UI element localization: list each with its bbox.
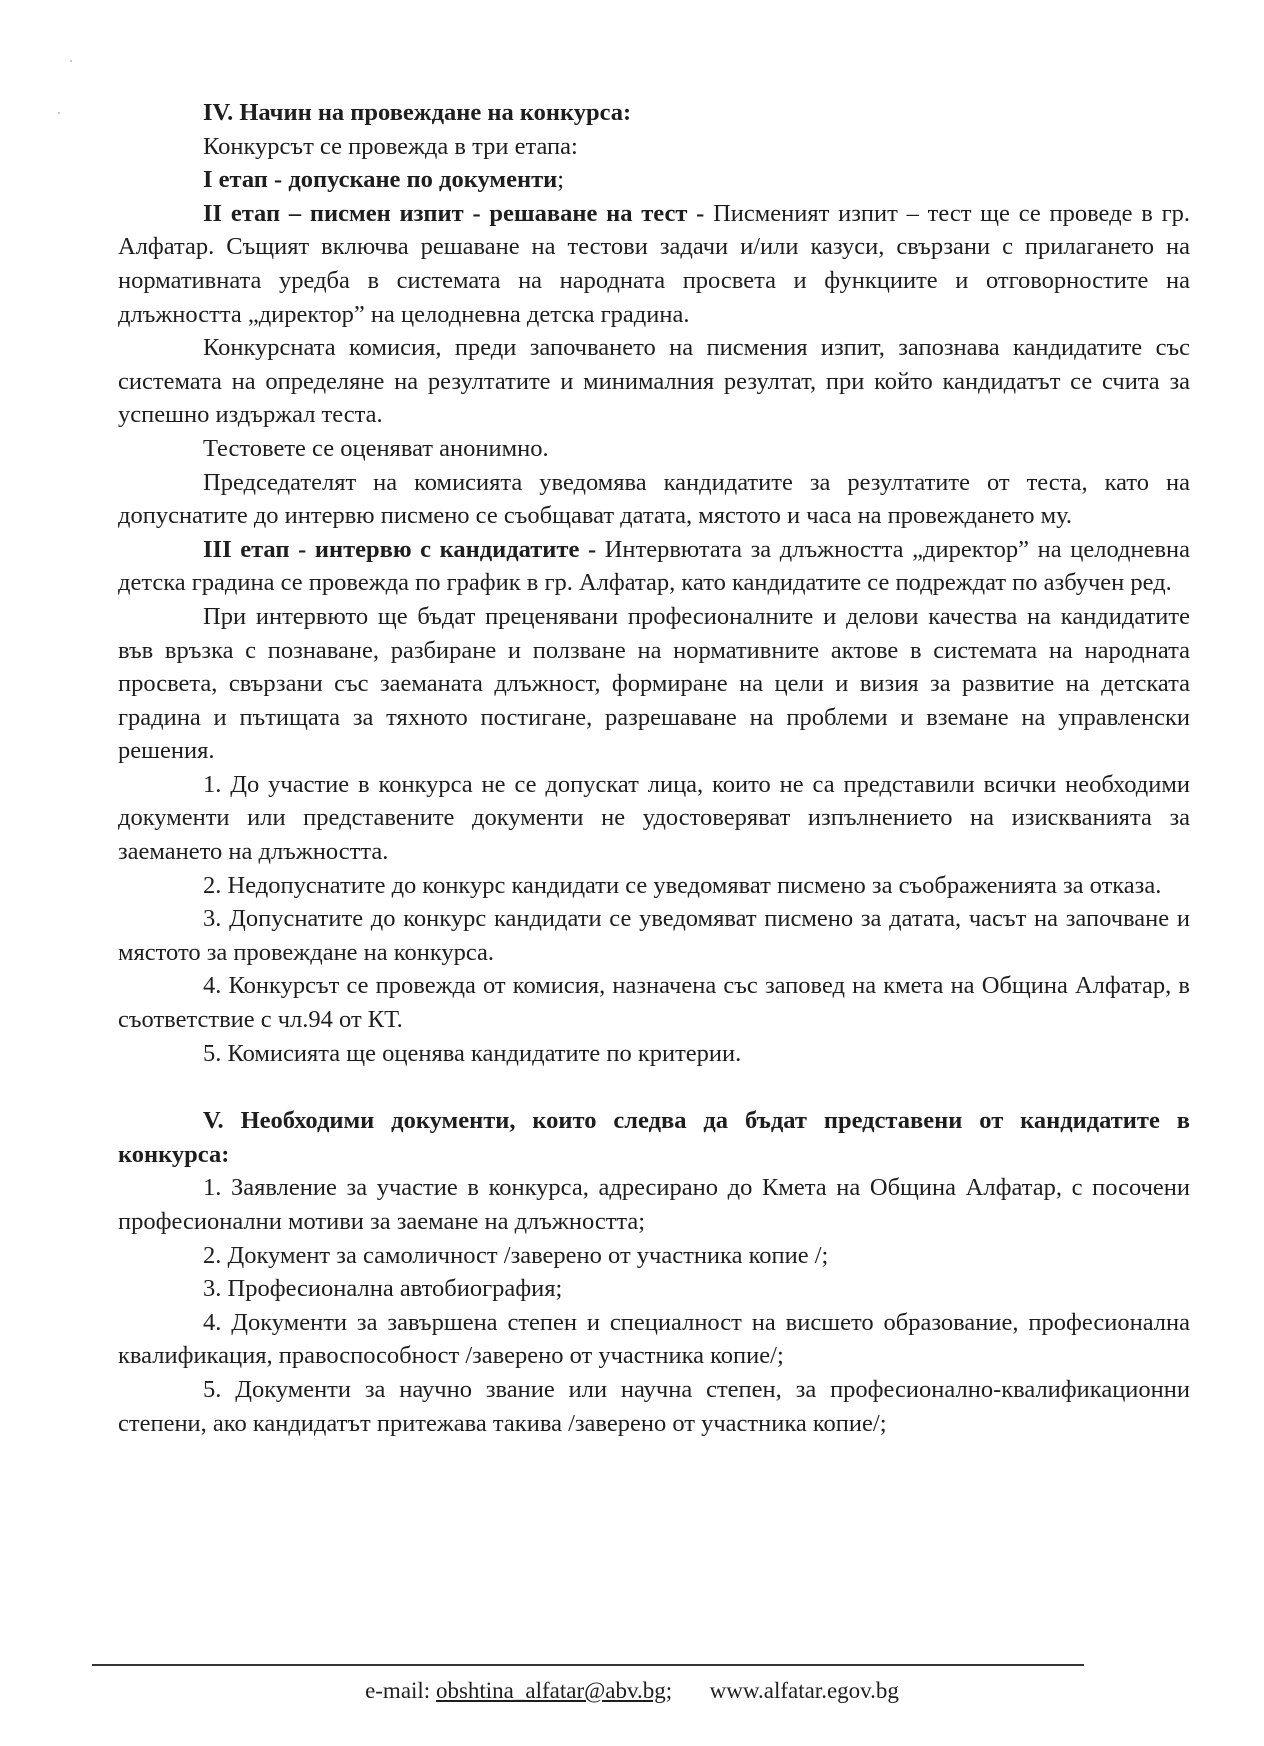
stage-3-title: III етап - интервю с кандидатите - xyxy=(203,535,597,563)
stage-2 xyxy=(118,197,1190,331)
list-item: 3. Допуснатите до конкурс кандидати се уведомяват писмено за датата, часът на започване и мястото за провеждане на конкурса. xyxy=(118,905,1190,966)
list-item: 5. Комисията ще оценява кандидатите по критерии. xyxy=(203,1039,742,1067)
scan-speck xyxy=(70,60,72,62)
document-page xyxy=(118,96,1190,1440)
paragraph-interview: При интервюто ще бъдат преценявани професионалните и делови качества на кандидатите във връзка с познаване, разбиране и ползване на нормативните актове в системата на народната просвета, свързани със заеманата длъжност, формиране на цели и визия за развитие на детската градина и пътищата за тяхното постигане, разрешаване на проблеми и вземане на управленски решения. xyxy=(118,602,1190,765)
footer-email-link[interactable]: obshtina_alfatar@abv.bg xyxy=(435,1678,666,1703)
list-item: 3. Професионална автобиография; xyxy=(203,1275,563,1303)
paragraph-anonymous: Тестовете се оценяват анонимно. xyxy=(203,434,549,462)
list-item: 1. Заявление за участие в конкурса, адресирано до Кмета на Община Алфатар, с посочени професионални мотиви за заемане на длъжността; xyxy=(118,1174,1190,1235)
stage-3 xyxy=(118,533,1190,600)
section-spacer xyxy=(118,1070,1190,1104)
stage-1-end: ; xyxy=(557,166,565,194)
section-v-heading: V. Необходими документи, които следва да бъдат представени от кандидатите в конкурса: xyxy=(118,1107,1190,1168)
list-item: 4. Документи за завършена степен и специалност на висшето образование, професионална квалификация, правоспособност /заверено от участника копие/; xyxy=(118,1308,1190,1370)
stage-3-text: Интервютата за длъжността „директор” на целодневна детска градина се провежда по график в гр. Алфатар, като кандидатите се подреждат по азбучен ред. xyxy=(118,535,1190,597)
section-iv-heading: IV. Начин на провеждане на конкурса: xyxy=(203,99,632,126)
list-item: 2. Документ за самоличност /заверено от участника копие /; xyxy=(203,1241,829,1269)
paragraph-commission: Конкурсната комисия, преди започването на писмения изпит, запознава кандидатите със системата на определяне на резултатите и минималния резултат, при който кандидатът се счита за успешно издържал теста. xyxy=(118,334,1190,429)
stage-2-text: Писменият изпит – тест ще се проведе в гр. Алфатар. Същият включва решаване на тестови задачи и/или казуси, свързани с прилагането на нормативната уредба в системата на народната просвета и функциите и отговорностите на длъжността „директор” на целодневна детска градина. xyxy=(118,199,1190,328)
footer xyxy=(0,1676,1264,1706)
list-item: 2. Недопуснатите до конкурс кандидати се уведомяват писмено за съображенията за отказа. xyxy=(203,871,1162,899)
footer-email-label: e-mail: xyxy=(365,1678,431,1703)
stage-1 xyxy=(118,163,1190,197)
footer-email-end: ; xyxy=(665,1678,673,1703)
footer-divider xyxy=(92,1664,1084,1666)
section-iv-intro: Конкурсът се провежда в три етапа: xyxy=(203,132,578,160)
scan-speck xyxy=(58,112,60,114)
stage-2-title: II етап – писмен изпит - решаване на тест - xyxy=(203,199,705,227)
list-item: 4. Конкурсът се провежда от комисия, назначена със заповед на кмета на Община Алфатар, в съответствие с чл.94 от КТ. xyxy=(118,972,1190,1034)
list-item: 1. До участие в конкурса не се допускат лица, които не са представили всички необходими документи или представените документи не удостоверяват изпълнението на изискванията за заемането на длъжността. xyxy=(118,770,1190,866)
list-item: 5. Документи за научно звание или научна степен, за професионално-квалификационни степени, ако кандидатът притежава такива /заверено от участника копие/; xyxy=(118,1375,1190,1437)
paragraph-chairman: Председателят на комисията уведомява кандидатите за резултатите от теста, като на допуснатите до интервю писмено се съобщават датата, мястото и часа на провеждането му. xyxy=(118,468,1190,530)
stage-1-title: I етап - допускане по документи xyxy=(203,166,558,194)
footer-website-link[interactable]: www.alfatar.egov.bg xyxy=(709,1678,899,1703)
